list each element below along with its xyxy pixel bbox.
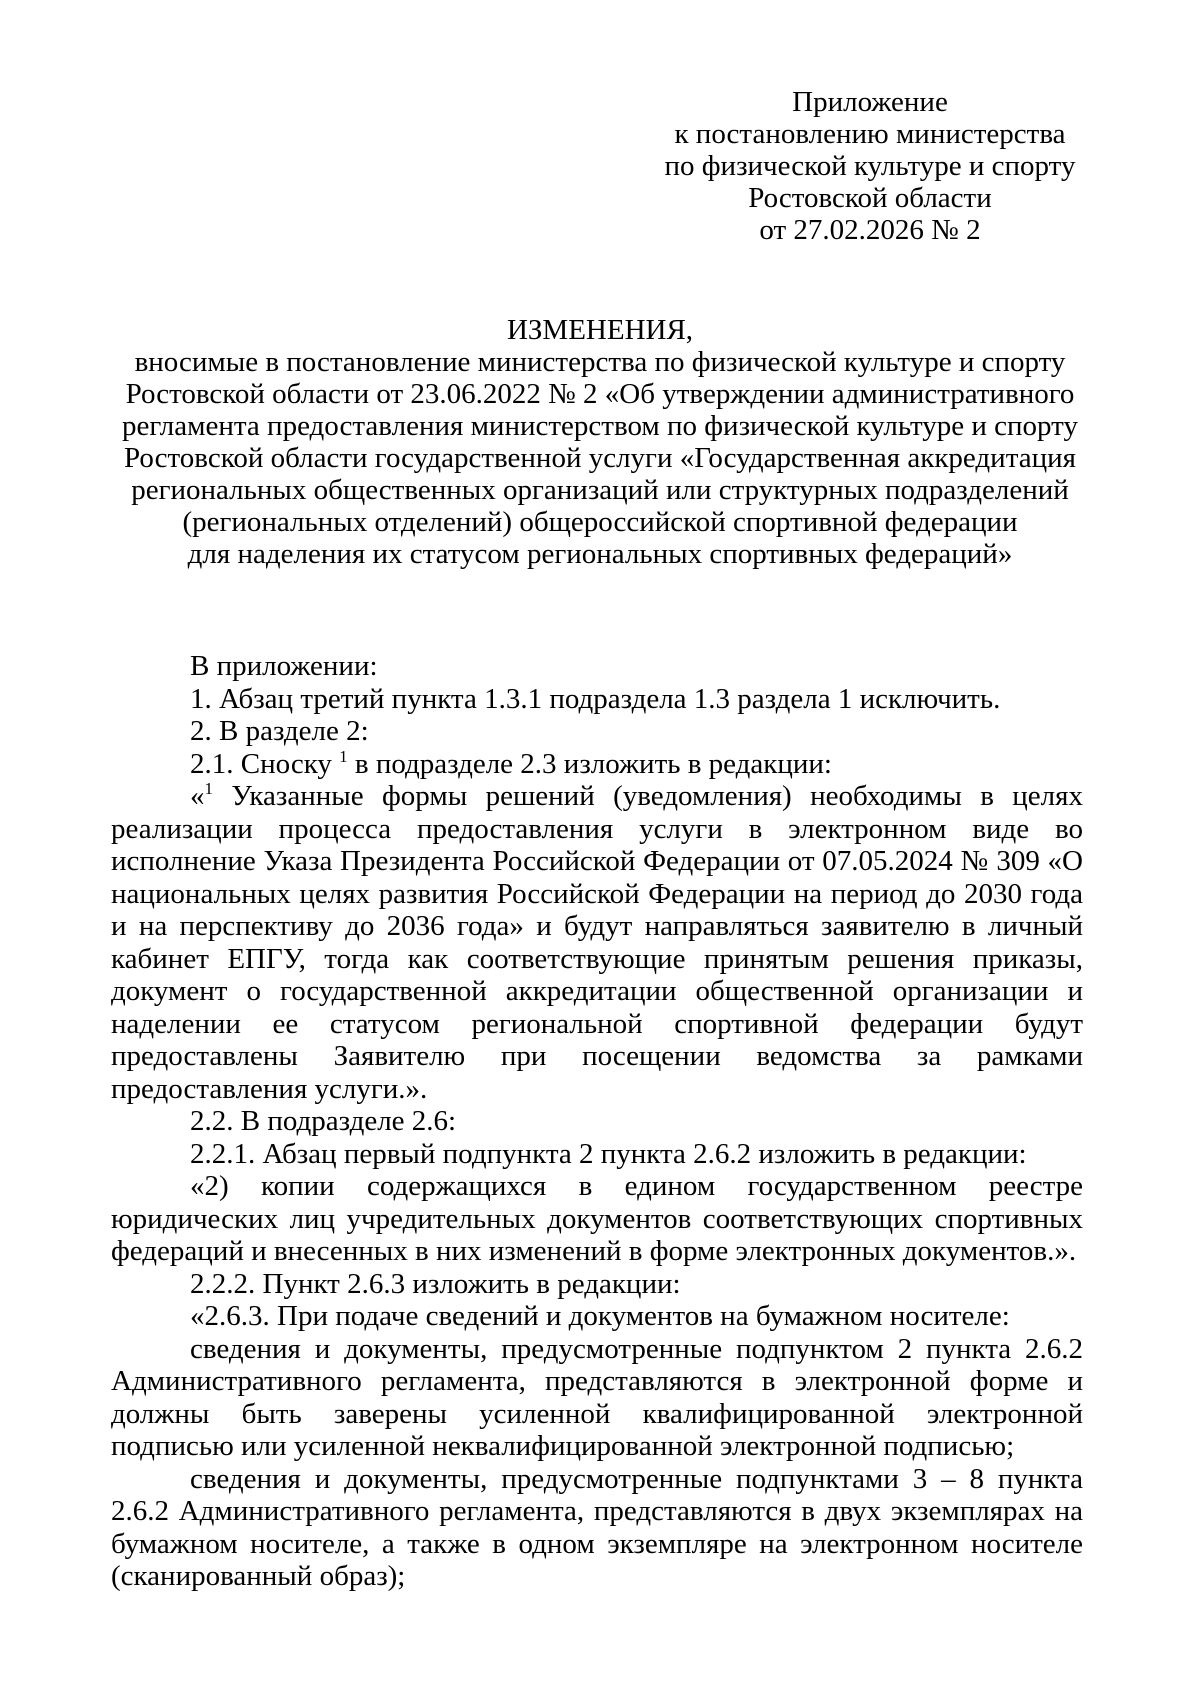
paragraph-electronic-docs: сведения и документы, предусмотренные подпунктом 2 пункта 2.6.2 Административного регламента, представляются в электронной форме и должны быть заверены усиленной квалифицированной электронной подписью или усиленной неквалифицированной электронной подписью;: [111, 1332, 1083, 1462]
footnote-text-before: 2.1. Сноску: [190, 747, 340, 780]
footnote-marker: 1: [339, 746, 348, 766]
paragraph-intro: В приложении:: [190, 650, 378, 682]
appendix-line-4: Ростовской области: [748, 182, 992, 214]
paragraph-paper-docs: сведения и документы, предусмотренные подпунктами 3 – 8 пункта 2.6.2 Административного регламента, представляются в двух экземплярах на бумажном носителе, а также в одном экземпляре на электронном носителе (сканированный образ);: [111, 1462, 1083, 1592]
document-title: [120, 314, 1080, 570]
paragraph-item-1: 1. Абзац третий пункта 1.3.1 подраздела 1.3 раздела 1 исключить.: [190, 682, 1001, 715]
document-body: [111, 650, 1083, 1593]
footnote-text-after: в подразделе 2.3 изложить в редакции:: [347, 747, 832, 780]
appendix-line-1: Приложение: [792, 86, 948, 118]
paragraph-item-2: 2. В разделе 2:: [190, 715, 369, 747]
paragraph-footnote-quote: [111, 780, 1083, 1105]
paragraph-quote-2: «2) копии содержащихся в едином государственном реестре юридических лиц учредительных документов соответствующих спортивных федераций и внесенных в них изменений в форме электронных документов.».: [111, 1170, 1083, 1267]
footnote-quote-text: Указанные формы решений (уведомления) необходимы в целях реализации процесса предоставления услуги в электронном виде во исполнение Указа Президента Российской Федерации от 07.05.2024 № 309 «О национальных целях развития Российской Федерации на период до 2030 года и на перспективу до 2036 года» и будут направляться заявителю в личный кабинет ЕПГУ, тогда как соответствующие принятым решения приказы, документ о государственной аккредитации общественной организации и наделении ее статусом региональной спортивной федерации будут предоставлены Заявителю при посещении ведомства за рамками предоставления услуги.».: [111, 780, 1083, 1105]
title-line-4: Ростовской области государственной услуги «Государственная аккредитация: [124, 442, 1076, 474]
appendix-header: [660, 86, 1080, 246]
title-line-7: для наделения их статусом региональных спортивных федераций»: [187, 538, 1013, 570]
footnote-marker-quote: 1: [204, 779, 213, 798]
title-line-3: регламента предоставления министерством по физической культуре и спорту: [122, 410, 1078, 442]
paragraph-item-2-2-1: 2.2.1. Абзац первый подпункта 2 пункта 2.6.2 изложить в редакции:: [190, 1137, 1027, 1170]
appendix-line-2: к постановлению министерства: [674, 118, 1066, 150]
title-line-1: вносимые в постановление министерства по физической культуре и спорту: [134, 346, 1066, 378]
paragraph-quote-2-6-3: «2.6.3. При подаче сведений и документов на бумажном носителе:: [190, 1300, 1010, 1332]
title-line-2: Ростовской области от 23.06.2022 № 2 «Об утверждении административного: [125, 378, 1075, 410]
quote-open: «: [190, 780, 205, 812]
title-heading: ИЗМЕНЕНИЯ,: [506, 314, 694, 346]
paragraph-item-2-1: [111, 748, 1083, 781]
appendix-line-5: от 27.02.2026 № 2: [759, 214, 981, 246]
title-line-6: (региональных отделений) общероссийской спортивной федерации: [182, 506, 1018, 538]
paragraph-item-2-2-2: 2.2.2. Пункт 2.6.3 изложить в редакции:: [190, 1267, 681, 1300]
appendix-line-3: по физической культуре и спорту: [664, 150, 1076, 182]
title-line-5: региональных общественных организаций или структурных подразделений: [131, 474, 1069, 506]
paragraph-item-2-2: 2.2. В подразделе 2.6:: [190, 1105, 457, 1137]
